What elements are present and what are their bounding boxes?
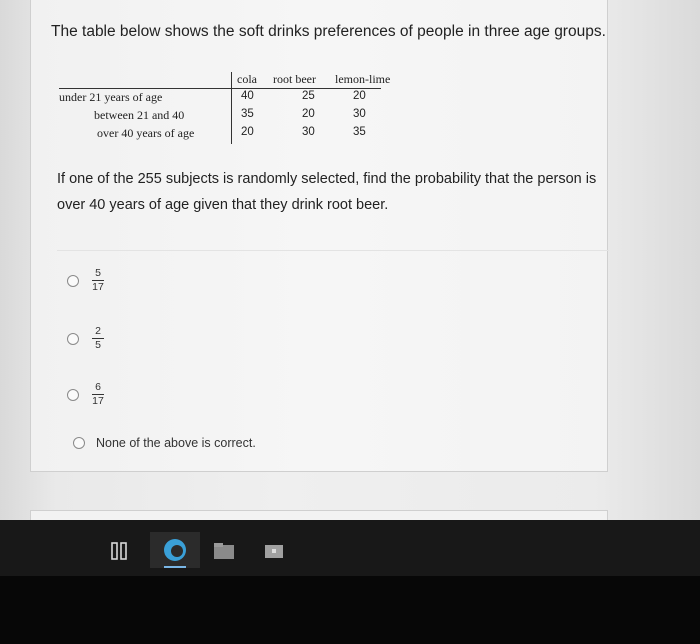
question-card: [30, 0, 608, 472]
denominator: 5: [95, 339, 101, 351]
row-label-over-40: over 40 years of age: [97, 126, 195, 140]
cell-21to40-cola: 35: [241, 108, 254, 120]
option-label: None of the above is correct.: [96, 436, 256, 450]
numerator: 5: [95, 267, 101, 279]
cell-under21-cola: 40: [241, 90, 254, 102]
cell-over40-rootbeer: 30: [302, 126, 315, 138]
taskbar: [0, 520, 700, 576]
numerator: 6: [95, 381, 101, 393]
question-text: If one of the 255 subjects is randomly selected, find the probability that the person is over 40 years of age given that they drink root beer.: [57, 171, 597, 213]
table-horizontal-rule: [59, 88, 381, 89]
denominator: 17: [92, 395, 104, 407]
radio-button[interactable]: [67, 389, 79, 401]
denominator: 17: [92, 281, 104, 293]
file-explorer-icon[interactable]: [213, 540, 235, 562]
col-header-cola: cola: [237, 72, 257, 86]
radio-button[interactable]: [67, 275, 79, 287]
cell-under21-lemonlime: 20: [353, 90, 366, 102]
question-intro: The table below shows the soft drinks preferences of people in three age groups.: [51, 23, 606, 40]
answer-option-4[interactable]: [73, 436, 256, 450]
numerator: 2: [95, 325, 101, 337]
fraction: [92, 326, 104, 351]
col-header-lemon-lime: lemon-lime: [335, 72, 391, 86]
cell-21to40-rootbeer: 20: [302, 108, 315, 120]
row-label-21-to-40: between 21 and 40: [94, 108, 185, 122]
table-vertical-rule: [231, 72, 232, 144]
cell-under21-rootbeer: 25: [302, 90, 315, 102]
cell-over40-cola: 20: [241, 126, 254, 138]
radio-button[interactable]: [67, 333, 79, 345]
fraction: [92, 268, 104, 293]
answer-option-1[interactable]: [67, 268, 104, 293]
radio-button[interactable]: [73, 437, 85, 449]
task-view-icon[interactable]: [110, 540, 128, 562]
cell-21to40-lemonlime: 30: [353, 108, 366, 120]
answer-option-2[interactable]: [67, 326, 104, 351]
row-label-under-21: under 21 years of age: [59, 90, 163, 104]
edge-browser-icon[interactable]: [150, 532, 200, 568]
fraction: [92, 382, 104, 407]
store-icon[interactable]: [263, 540, 285, 562]
monitor-bezel: [0, 576, 700, 644]
cell-over40-lemonlime: 35: [353, 126, 366, 138]
col-header-root-beer: root beer: [273, 72, 316, 86]
next-question-card: [30, 510, 608, 520]
answer-divider: [57, 250, 609, 251]
answer-option-3[interactable]: [67, 382, 104, 407]
